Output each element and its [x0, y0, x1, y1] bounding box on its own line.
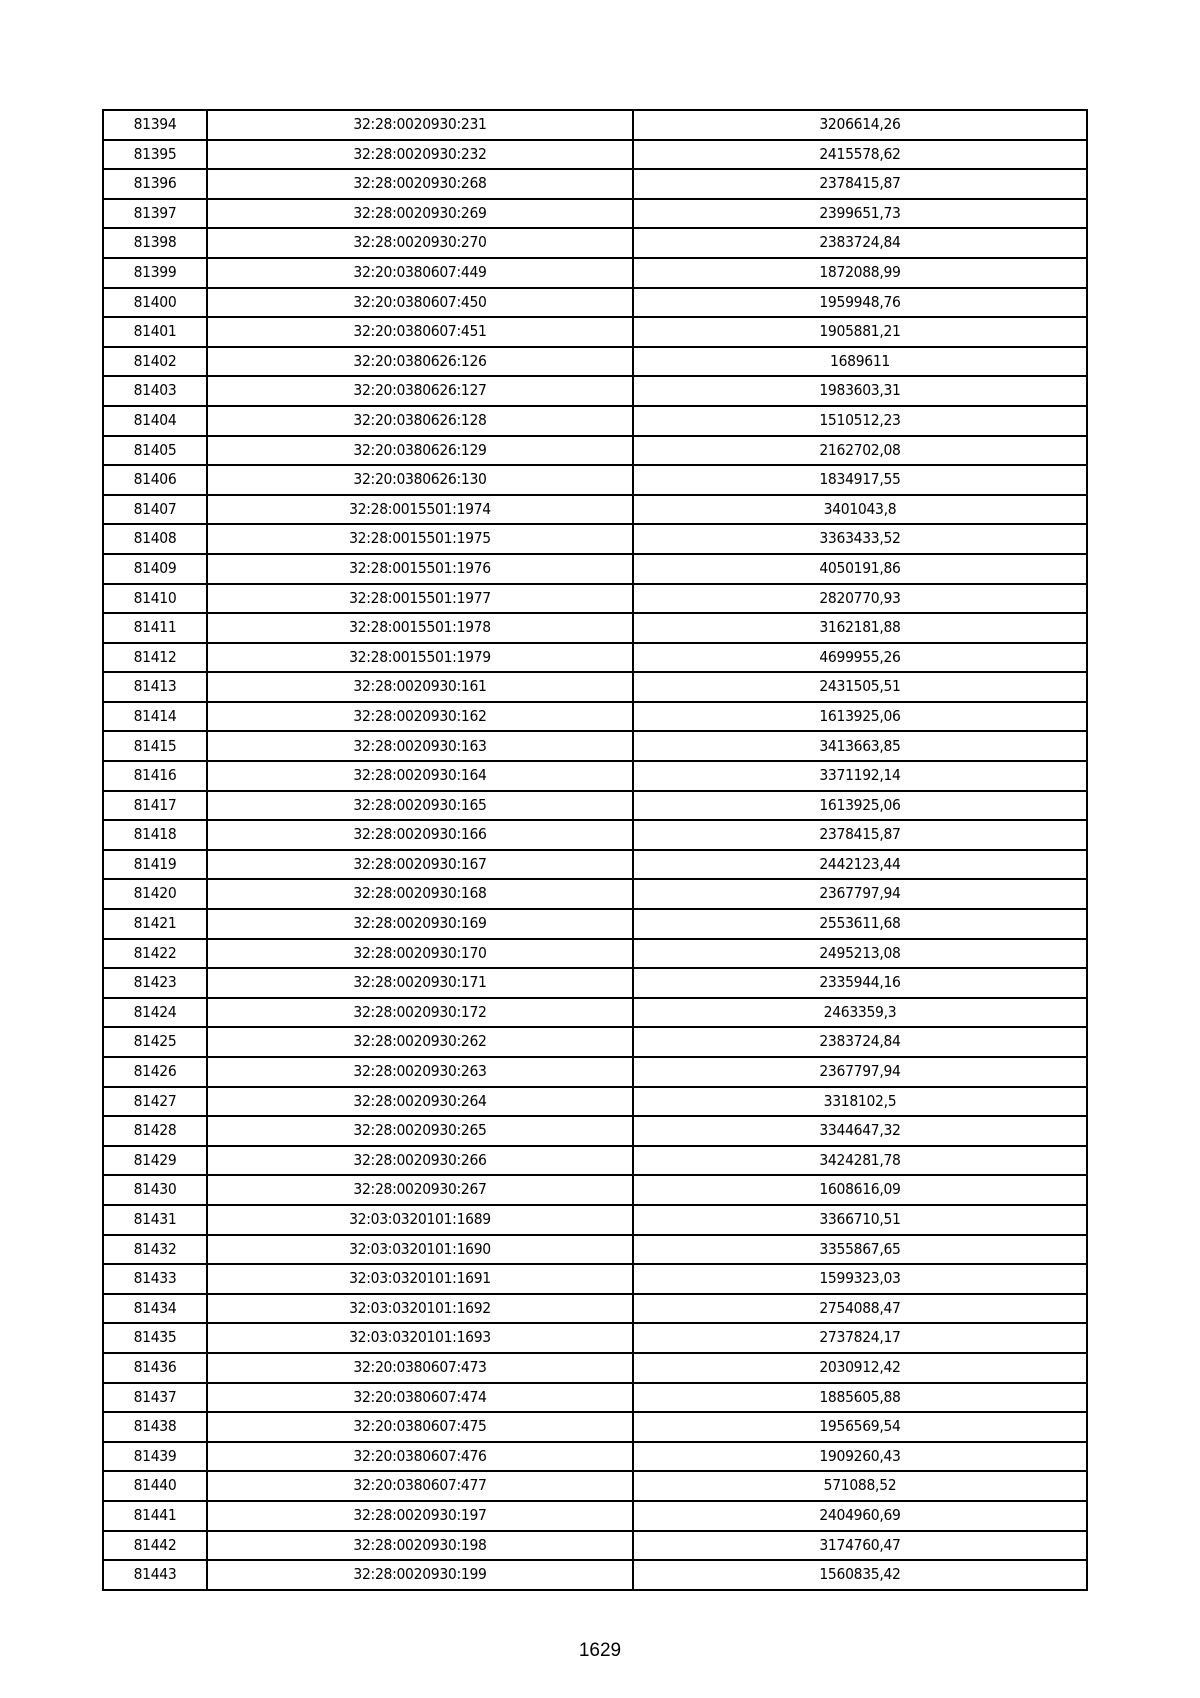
value-cell: 1613925,06: [633, 702, 1087, 732]
value-cell: 2162702,08: [633, 436, 1087, 466]
row-number-cell: 81421: [103, 909, 207, 939]
value-cell: 2404960,69: [633, 1501, 1087, 1531]
value-cell: 3413663,85: [633, 731, 1087, 761]
value-cell: 3344647,32: [633, 1116, 1087, 1146]
table-row: [103, 939, 1087, 969]
cadastral-number-cell: 32:28:0020930:269: [207, 199, 633, 229]
value-cell: 2030912,42: [633, 1353, 1087, 1383]
row-number-cell: 81401: [103, 317, 207, 347]
row-number-cell: 81414: [103, 702, 207, 732]
row-number-cell: 81417: [103, 791, 207, 821]
cadastral-number-cell: 32:20:0380607:449: [207, 258, 633, 288]
cadastral-number-cell: 32:20:0380607:451: [207, 317, 633, 347]
value-cell: 1510512,23: [633, 406, 1087, 436]
row-number-cell: 81428: [103, 1116, 207, 1146]
row-number-cell: 81436: [103, 1353, 207, 1383]
value-cell: 3366710,51: [633, 1205, 1087, 1235]
table-row: [103, 465, 1087, 495]
table-row: [103, 554, 1087, 584]
row-number-cell: 81406: [103, 465, 207, 495]
value-cell: 3318102,5: [633, 1087, 1087, 1117]
table-row: [103, 258, 1087, 288]
cadastral-number-cell: 32:03:0320101:1690: [207, 1235, 633, 1265]
value-cell: 1956569,54: [633, 1412, 1087, 1442]
table-row: [103, 731, 1087, 761]
table-row: [103, 1294, 1087, 1324]
table-row: [103, 1471, 1087, 1501]
table-row: [103, 1264, 1087, 1294]
cadastral-number-cell: 32:28:0020930:167: [207, 850, 633, 880]
table-row: [103, 584, 1087, 614]
row-number-cell: 81403: [103, 376, 207, 406]
cadastral-number-cell: 32:28:0015501:1974: [207, 495, 633, 525]
value-cell: 4699955,26: [633, 643, 1087, 673]
table-row: [103, 850, 1087, 880]
value-cell: 1885605,88: [633, 1383, 1087, 1413]
cadastral-number-cell: 32:28:0020930:198: [207, 1531, 633, 1561]
table-row: [103, 1027, 1087, 1057]
cadastral-number-cell: 32:28:0020930:171: [207, 968, 633, 998]
value-cell: 3162181,88: [633, 613, 1087, 643]
row-number-cell: 81400: [103, 288, 207, 318]
table-row: [103, 228, 1087, 258]
row-number-cell: 81405: [103, 436, 207, 466]
value-cell: 1689611: [633, 347, 1087, 377]
table-row: [103, 1205, 1087, 1235]
cadastral-number-cell: 32:20:0380607:450: [207, 288, 633, 318]
value-cell: 1560835,42: [633, 1560, 1087, 1590]
cadastral-number-cell: 32:28:0020930:264: [207, 1087, 633, 1117]
table-row: [103, 1323, 1087, 1353]
cadastral-number-cell: 32:28:0015501:1975: [207, 524, 633, 554]
value-cell: 2495213,08: [633, 939, 1087, 969]
cadastral-number-cell: 32:20:0380607:474: [207, 1383, 633, 1413]
cadastral-number-cell: 32:28:0020930:166: [207, 820, 633, 850]
row-number-cell: 81394: [103, 110, 207, 140]
cadastral-table: [102, 109, 1088, 1591]
row-number-cell: 81416: [103, 761, 207, 791]
table-row: [103, 1235, 1087, 1265]
row-number-cell: 81418: [103, 820, 207, 850]
row-number-cell: 81410: [103, 584, 207, 614]
cadastral-number-cell: 32:28:0020930:265: [207, 1116, 633, 1146]
cadastral-number-cell: 32:28:0020930:162: [207, 702, 633, 732]
cadastral-number-cell: 32:28:0015501:1976: [207, 554, 633, 584]
cadastral-number-cell: 32:28:0020930:163: [207, 731, 633, 761]
table-row: [103, 1146, 1087, 1176]
row-number-cell: 81423: [103, 968, 207, 998]
value-cell: 3401043,8: [633, 495, 1087, 525]
value-cell: 2820770,93: [633, 584, 1087, 614]
cadastral-number-cell: 32:20:0380626:129: [207, 436, 633, 466]
table-row: [103, 524, 1087, 554]
cadastral-number-cell: 32:28:0020930:267: [207, 1175, 633, 1205]
value-cell: 1905881,21: [633, 317, 1087, 347]
table-row: [103, 820, 1087, 850]
row-number-cell: 81422: [103, 939, 207, 969]
row-number-cell: 81429: [103, 1146, 207, 1176]
value-cell: 2335944,16: [633, 968, 1087, 998]
row-number-cell: 81398: [103, 228, 207, 258]
cadastral-number-cell: 32:20:0380607:475: [207, 1412, 633, 1442]
cadastral-number-cell: 32:20:0380626:126: [207, 347, 633, 377]
value-cell: 2367797,94: [633, 879, 1087, 909]
table-row: [103, 1353, 1087, 1383]
table-row: [103, 495, 1087, 525]
cadastral-number-cell: 32:03:0320101:1689: [207, 1205, 633, 1235]
value-cell: 2442123,44: [633, 850, 1087, 880]
cadastral-number-cell: 32:28:0015501:1979: [207, 643, 633, 673]
table-row: [103, 1383, 1087, 1413]
table-row: [103, 1175, 1087, 1205]
cadastral-number-cell: 32:03:0320101:1693: [207, 1323, 633, 1353]
table-row: [103, 110, 1087, 140]
table-row: [103, 1560, 1087, 1590]
cadastral-number-cell: 32:28:0020930:172: [207, 998, 633, 1028]
table-row: [103, 672, 1087, 702]
table-row: [103, 140, 1087, 170]
row-number-cell: 81434: [103, 1294, 207, 1324]
row-number-cell: 81438: [103, 1412, 207, 1442]
table-row: [103, 288, 1087, 318]
table-row: [103, 169, 1087, 199]
value-cell: 3206614,26: [633, 110, 1087, 140]
cadastral-number-cell: 32:20:0380626:127: [207, 376, 633, 406]
value-cell: 1613925,06: [633, 791, 1087, 821]
table-row: [103, 613, 1087, 643]
cadastral-number-cell: 32:28:0020930:270: [207, 228, 633, 258]
cadastral-number-cell: 32:28:0020930:161: [207, 672, 633, 702]
value-cell: 1834917,55: [633, 465, 1087, 495]
table-row: [103, 909, 1087, 939]
row-number-cell: 81435: [103, 1323, 207, 1353]
value-cell: 3174760,47: [633, 1531, 1087, 1561]
value-cell: 1599323,03: [633, 1264, 1087, 1294]
cadastral-number-cell: 32:28:0020930:263: [207, 1057, 633, 1087]
cadastral-number-cell: 32:28:0020930:170: [207, 939, 633, 969]
table-body: [103, 110, 1087, 1590]
row-number-cell: 81442: [103, 1531, 207, 1561]
row-number-cell: 81411: [103, 613, 207, 643]
row-number-cell: 81431: [103, 1205, 207, 1235]
cadastral-number-cell: 32:28:0020930:165: [207, 791, 633, 821]
table-row: [103, 406, 1087, 436]
row-number-cell: 81399: [103, 258, 207, 288]
value-cell: 1608616,09: [633, 1175, 1087, 1205]
table-row: [103, 643, 1087, 673]
cadastral-number-cell: 32:20:0380626:130: [207, 465, 633, 495]
table-row: [103, 879, 1087, 909]
value-cell: 2431505,51: [633, 672, 1087, 702]
value-cell: 1983603,31: [633, 376, 1087, 406]
row-number-cell: 81407: [103, 495, 207, 525]
value-cell: 2367797,94: [633, 1057, 1087, 1087]
row-number-cell: 81441: [103, 1501, 207, 1531]
table-row: [103, 791, 1087, 821]
table-row: [103, 1116, 1087, 1146]
value-cell: 1872088,99: [633, 258, 1087, 288]
row-number-cell: 81412: [103, 643, 207, 673]
cadastral-number-cell: 32:28:0020930:268: [207, 169, 633, 199]
cadastral-number-cell: 32:28:0020930:168: [207, 879, 633, 909]
value-cell: 1959948,76: [633, 288, 1087, 318]
cadastral-number-cell: 32:20:0380607:476: [207, 1442, 633, 1472]
row-number-cell: 81440: [103, 1471, 207, 1501]
row-number-cell: 81424: [103, 998, 207, 1028]
cadastral-number-cell: 32:28:0020930:197: [207, 1501, 633, 1531]
row-number-cell: 81419: [103, 850, 207, 880]
cadastral-number-cell: 32:20:0380607:473: [207, 1353, 633, 1383]
cadastral-number-cell: 32:28:0020930:231: [207, 110, 633, 140]
cadastral-number-cell: 32:28:0020930:232: [207, 140, 633, 170]
cadastral-number-cell: 32:28:0015501:1978: [207, 613, 633, 643]
row-number-cell: 81426: [103, 1057, 207, 1087]
cadastral-number-cell: 32:28:0020930:262: [207, 1027, 633, 1057]
table-row: [103, 317, 1087, 347]
value-cell: 571088,52: [633, 1471, 1087, 1501]
cadastral-number-cell: 32:20:0380607:477: [207, 1471, 633, 1501]
table-row: [103, 1087, 1087, 1117]
value-cell: 2383724,84: [633, 1027, 1087, 1057]
row-number-cell: 81425: [103, 1027, 207, 1057]
table-row: [103, 761, 1087, 791]
table-row: [103, 199, 1087, 229]
value-cell: 2383724,84: [633, 228, 1087, 258]
table-row: [103, 376, 1087, 406]
row-number-cell: 81408: [103, 524, 207, 554]
cadastral-number-cell: 32:28:0015501:1977: [207, 584, 633, 614]
value-cell: 4050191,86: [633, 554, 1087, 584]
cadastral-number-cell: 32:28:0020930:164: [207, 761, 633, 791]
cadastral-number-cell: 32:28:0020930:199: [207, 1560, 633, 1590]
table-row: [103, 998, 1087, 1028]
value-cell: 2415578,62: [633, 140, 1087, 170]
table-row: [103, 968, 1087, 998]
table-row: [103, 702, 1087, 732]
value-cell: 3355867,65: [633, 1235, 1087, 1265]
value-cell: 3363433,52: [633, 524, 1087, 554]
cadastral-number-cell: 32:20:0380626:128: [207, 406, 633, 436]
row-number-cell: 81409: [103, 554, 207, 584]
row-number-cell: 81420: [103, 879, 207, 909]
value-cell: 2463359,3: [633, 998, 1087, 1028]
row-number-cell: 81396: [103, 169, 207, 199]
value-cell: 1909260,43: [633, 1442, 1087, 1472]
table-row: [103, 1531, 1087, 1561]
value-cell: 2378415,87: [633, 169, 1087, 199]
cadastral-number-cell: 32:03:0320101:1691: [207, 1264, 633, 1294]
value-cell: 2378415,87: [633, 820, 1087, 850]
cadastral-number-cell: 32:28:0020930:266: [207, 1146, 633, 1176]
page-number: 1629: [578, 1640, 622, 1661]
row-number-cell: 81439: [103, 1442, 207, 1472]
value-cell: 2399651,73: [633, 199, 1087, 229]
table-row: [103, 1501, 1087, 1531]
row-number-cell: 81427: [103, 1087, 207, 1117]
row-number-cell: 81402: [103, 347, 207, 377]
cadastral-number-cell: 32:03:0320101:1692: [207, 1294, 633, 1324]
row-number-cell: 81415: [103, 731, 207, 761]
table-row: [103, 347, 1087, 377]
value-cell: 3424281,78: [633, 1146, 1087, 1176]
table-row: [103, 1442, 1087, 1472]
row-number-cell: 81395: [103, 140, 207, 170]
value-cell: 2737824,17: [633, 1323, 1087, 1353]
row-number-cell: 81413: [103, 672, 207, 702]
row-number-cell: 81443: [103, 1560, 207, 1590]
row-number-cell: 81433: [103, 1264, 207, 1294]
value-cell: 2553611,68: [633, 909, 1087, 939]
table-row: [103, 436, 1087, 466]
value-cell: 2754088,47: [633, 1294, 1087, 1324]
row-number-cell: 81397: [103, 199, 207, 229]
row-number-cell: 81432: [103, 1235, 207, 1265]
value-cell: 3371192,14: [633, 761, 1087, 791]
row-number-cell: 81437: [103, 1383, 207, 1413]
row-number-cell: 81430: [103, 1175, 207, 1205]
table-row: [103, 1057, 1087, 1087]
cadastral-number-cell: 32:28:0020930:169: [207, 909, 633, 939]
row-number-cell: 81404: [103, 406, 207, 436]
table-row: [103, 1412, 1087, 1442]
